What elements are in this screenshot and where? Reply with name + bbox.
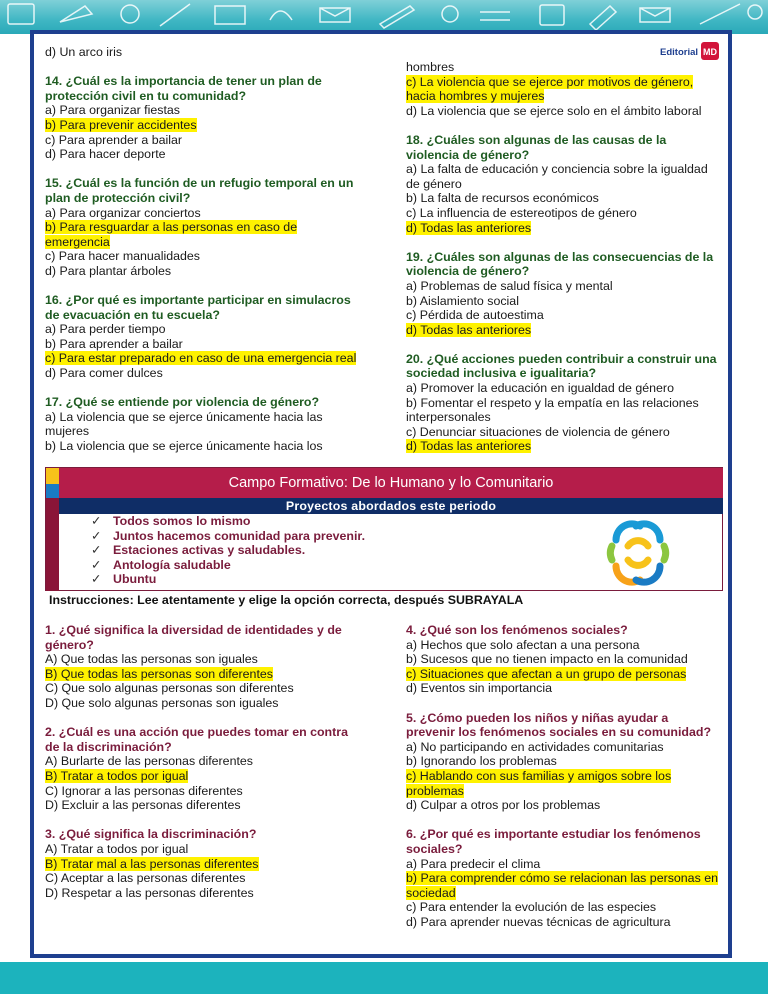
question-block — [406, 133, 726, 235]
answer-option: b) Sucesos que no tienen impacto en la comunidad — [406, 652, 688, 667]
correct-answer: c) La violencia que se ejerce por motivos de género, — [406, 74, 694, 89]
correct-answer: d) Todas las anteriores — [406, 220, 532, 235]
answer-option: a) Problemas de salud física y mental — [406, 278, 613, 293]
question-block — [406, 250, 726, 338]
answer-option: interpersonales — [406, 410, 491, 425]
checkmark-icon: ✓ — [91, 557, 102, 572]
spacer — [45, 60, 365, 75]
question-title: violencia de género? — [406, 147, 530, 162]
answer-option: C) Aceptar a las personas diferentes — [45, 871, 246, 886]
question-title: sociales? — [406, 841, 463, 856]
answer-option: b) Ignorando los problemas — [406, 754, 557, 769]
spacer — [45, 813, 375, 828]
svg-text:MD: MD — [703, 47, 717, 57]
answer-option: D) Respetar a las personas diferentes — [45, 885, 254, 900]
answer-option: d) Un arco iris — [45, 45, 123, 59]
checkmark-icon: ✓ — [91, 514, 102, 528]
question-title: género? — [45, 637, 94, 652]
correct-answer: problemas — [406, 783, 464, 798]
question-title: 18. ¿Cuáles son algunas de las causas de la — [406, 132, 667, 147]
projects-list — [91, 514, 365, 587]
correct-answer: d) Todas las anteriores — [406, 439, 532, 454]
question-block — [406, 60, 726, 118]
yellow-accent — [46, 468, 59, 484]
question-block — [45, 293, 365, 381]
answer-option: a) Promover la educación en igualdad de género — [406, 381, 674, 396]
question-block — [45, 74, 365, 162]
campo-formativo-box — [45, 467, 723, 591]
spacer — [406, 813, 726, 828]
answer-option: c) Denunciar situaciones de violencia de género — [406, 424, 670, 439]
project-item: ✓ Todos somos lo mismo — [91, 514, 251, 528]
answer-option: b) La violencia que se ejerce únicamente hacia los — [45, 439, 323, 454]
answer-option: a) La violencia que se ejerce únicamente hacia las — [45, 409, 323, 424]
question-title: protección civil en tu comunidad? — [45, 88, 247, 103]
question-block — [45, 623, 375, 711]
answer-option: a) La falta de educación y conciencia sobre la igualdad — [406, 162, 708, 177]
answer-option: d) Para aprender nuevas técnicas de agricultura — [406, 914, 671, 929]
answer-option: D) Excluir a las personas diferentes — [45, 798, 241, 813]
answer-option: c) Pérdida de autoestima — [406, 308, 544, 323]
question-title: 14. ¿Cuál es la importancia de tener un plan de — [45, 74, 322, 89]
bottom-decorative-band — [0, 962, 768, 994]
answer-option: d) Para comer dulces — [45, 366, 163, 381]
question-title: violencia de género? — [406, 264, 530, 279]
correct-answer: d) Todas las anteriores — [406, 322, 532, 337]
campo-subheader: Proyectos abordados este periodo — [59, 498, 723, 514]
answer-option: c) Para aprender a bailar — [45, 132, 183, 147]
answer-option: a) No participando en actividades comunitarias — [406, 739, 664, 754]
question-block — [45, 827, 375, 900]
left-column-top — [45, 45, 365, 454]
spacer — [45, 711, 375, 726]
correct-answer: sociedad — [406, 885, 456, 900]
spacer — [406, 235, 726, 250]
spacer — [45, 381, 365, 396]
correct-answer: emergencia — [45, 234, 110, 249]
correct-answer: c) Situaciones que afectan a un grupo de personas — [406, 666, 687, 681]
right-column-bottom — [406, 623, 726, 929]
answer-option: A) Tratar a todos por igual — [45, 841, 189, 856]
answer-option: D) Que solo algunas personas son iguales — [45, 695, 279, 710]
question-block — [45, 45, 365, 60]
answer-option: a) Para predecir el clima — [406, 856, 541, 871]
project-item: ✓ Ubuntu — [91, 572, 157, 587]
answer-option: b) Aislamiento social — [406, 293, 519, 308]
community-rings-logo-icon — [602, 516, 674, 590]
campo-header: Campo Formativo: De lo Humano y lo Comunitario — [59, 468, 723, 498]
maroon-accent — [46, 498, 59, 591]
md-logo-icon — [701, 40, 719, 62]
answer-option: b) Fomentar el respeto y la empatía en las relaciones — [406, 395, 699, 410]
question-block — [45, 725, 375, 813]
answer-option: d) Para hacer deporte — [45, 147, 166, 162]
answer-option: d) Para plantar árboles — [45, 263, 172, 278]
spacer — [406, 337, 726, 352]
instructions-text: Instrucciones: Lee atentamente y elige la opción correcta, después SUBRAYALA — [49, 593, 524, 607]
answer-option: a) Para organizar fiestas — [45, 103, 180, 118]
answer-option: c) La influencia de estereotipos de género — [406, 205, 637, 220]
question-title: 20. ¿Qué acciones pueden contribuir a construir una — [406, 351, 717, 366]
answer-option: d) Culpar a otros por los problemas — [406, 798, 601, 813]
question-title: 17. ¿Qué se entiende por violencia de género? — [45, 395, 320, 410]
question-title: de la discriminación? — [45, 739, 172, 754]
correct-answer: B) Que todas las personas son diferentes — [45, 666, 273, 681]
answer-option: A) Que todas las personas son iguales — [45, 652, 258, 667]
answer-option: C) Ignorar a las personas diferentes — [45, 783, 243, 798]
question-title: 6. ¿Por qué es importante estudiar los fenómenos — [406, 827, 701, 842]
question-block — [406, 711, 726, 813]
logo-text: Editorial — [660, 47, 699, 58]
question-title: 1. ¿Qué significa la diversidad de identidades y de — [45, 623, 342, 637]
answer-option: a) Hechos que solo afectan a una persona — [406, 637, 640, 652]
question-title: 4. ¿Qué son los fenómenos sociales? — [406, 623, 628, 637]
answer-option: de género — [406, 176, 462, 191]
answer-option: A) Burlarte de las personas diferentes — [45, 754, 253, 769]
answer-option: b) Para aprender a bailar — [45, 336, 183, 351]
answer-option: c) Para hacer manualidades — [45, 249, 200, 264]
spacer — [406, 118, 726, 133]
correct-answer: B) Tratar mal a las personas diferentes — [45, 856, 259, 871]
correct-answer: b) Para prevenir accidentes — [45, 117, 197, 132]
project-item: ✓ Estaciones activas y saludables. — [91, 543, 306, 558]
spacer — [45, 279, 365, 294]
top-decorative-band — [0, 0, 768, 34]
project-item: ✓ Juntos hacemos comunidad para prevenir. — [91, 528, 366, 543]
checkmark-icon: ✓ — [91, 543, 102, 558]
question-title: 2. ¿Cuál es una acción que puedes tomar en contra — [45, 725, 348, 740]
question-block — [45, 176, 365, 278]
answer-option: C) Que solo algunas personas son diferentes — [45, 681, 294, 696]
answer-option: hombres — [406, 60, 455, 74]
question-title: 19. ¿Cuáles son algunas de las consecuencias de la — [406, 249, 714, 264]
correct-answer: b) Para resguardar a las personas en caso de — [45, 220, 298, 235]
question-block — [406, 827, 726, 929]
answer-option: c) Para entender la evolución de las especies — [406, 900, 657, 915]
answer-option: b) La falta de recursos económicos — [406, 191, 599, 206]
question-title: 16. ¿Por qué es importante participar en simulacros — [45, 293, 351, 308]
question-title: sociedad inclusiva e igualitaria? — [406, 366, 597, 381]
question-title: 15. ¿Cuál es la función de un refugio temporal en un — [45, 176, 354, 191]
correct-answer: B) Tratar a todos por igual — [45, 768, 189, 783]
answer-option: d) La violencia que se ejerce solo en el ámbito laboral — [406, 103, 702, 118]
question-block — [406, 623, 726, 696]
right-column-top — [406, 60, 726, 454]
checkmark-icon: ✓ — [91, 528, 102, 543]
question-block — [45, 395, 365, 453]
checkmark-icon: ✓ — [91, 572, 102, 587]
question-title: 3. ¿Qué significa la discriminación? — [45, 827, 257, 842]
answer-option: mujeres — [45, 424, 90, 439]
question-title: de evacuación en tu escuela? — [45, 307, 220, 322]
left-column-bottom — [45, 623, 375, 900]
spacer — [406, 696, 726, 711]
correct-answer: b) Para comprender cómo se relacionan las personas en — [406, 871, 718, 886]
question-title: plan de protección civil? — [45, 190, 191, 205]
correct-answer: hacia hombres y mujeres — [406, 89, 545, 104]
answer-option: a) Para perder tiempo — [45, 322, 166, 337]
blue-accent — [46, 484, 59, 498]
answer-option: a) Para organizar conciertos — [45, 205, 201, 220]
question-block — [406, 352, 726, 454]
answer-option: d) Eventos sin importancia — [406, 681, 553, 696]
question-title: 5. ¿Cómo pueden los niños y niñas ayudar a — [406, 710, 669, 725]
question-title: prevenir los fenómenos sociales en su comunidad? — [406, 725, 712, 740]
project-item: ✓ Antología saludable — [91, 557, 231, 572]
correct-answer: c) Para estar preparado en caso de una emergencia real — [45, 351, 357, 366]
spacer — [45, 162, 365, 177]
correct-answer: c) Hablando con sus familias y amigos sobre los — [406, 768, 672, 783]
school-doodles-icon — [0, 0, 768, 34]
